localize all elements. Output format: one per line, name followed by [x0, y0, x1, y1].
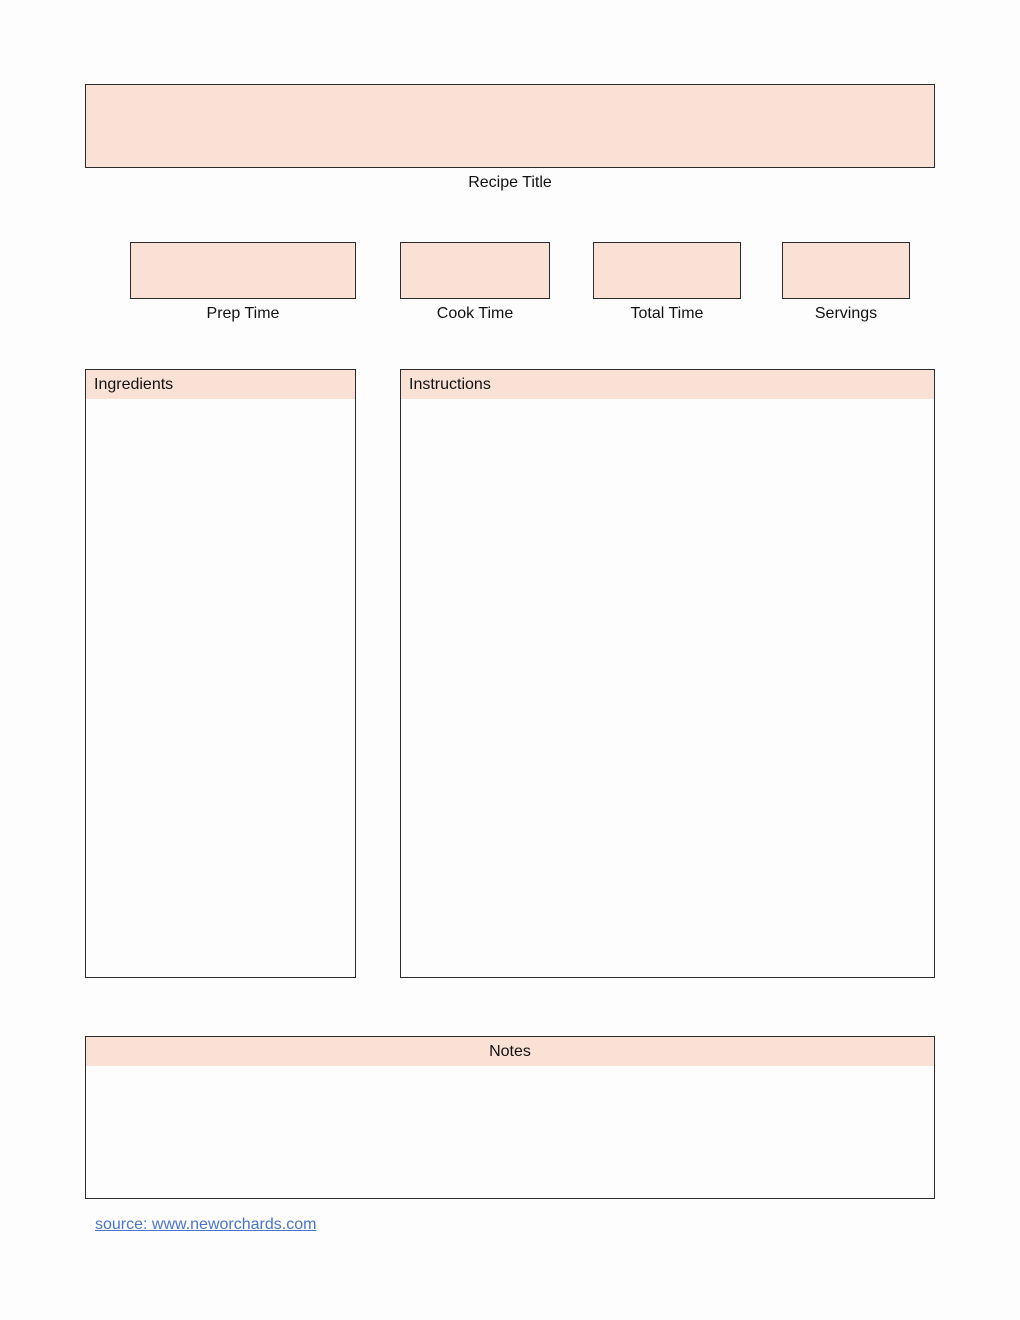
total-time-label: Total Time [630, 305, 704, 322]
servings-field[interactable] [782, 242, 910, 299]
cook-time-label: Cook Time [436, 305, 514, 322]
prep-time-label: Prep Time [206, 305, 280, 322]
notes-area[interactable] [86, 1066, 934, 1198]
ingredients-panel [85, 369, 356, 978]
cook-time-field[interactable] [400, 242, 550, 299]
instructions-area[interactable] [401, 399, 934, 977]
recipe-title-field[interactable] [85, 84, 935, 168]
instructions-heading: Instructions [401, 370, 934, 399]
ingredients-heading: Ingredients [86, 370, 355, 399]
recipe-title-label: Recipe Title [468, 174, 552, 191]
prep-time-field[interactable] [130, 242, 356, 299]
instructions-panel [400, 369, 935, 978]
notes-panel [85, 1036, 935, 1199]
servings-label: Servings [814, 305, 878, 322]
source-link[interactable]: source: www.neworchards.com [95, 1216, 317, 1233]
notes-heading: Notes [86, 1037, 934, 1066]
ingredients-area[interactable] [86, 399, 355, 977]
total-time-field[interactable] [593, 242, 741, 299]
